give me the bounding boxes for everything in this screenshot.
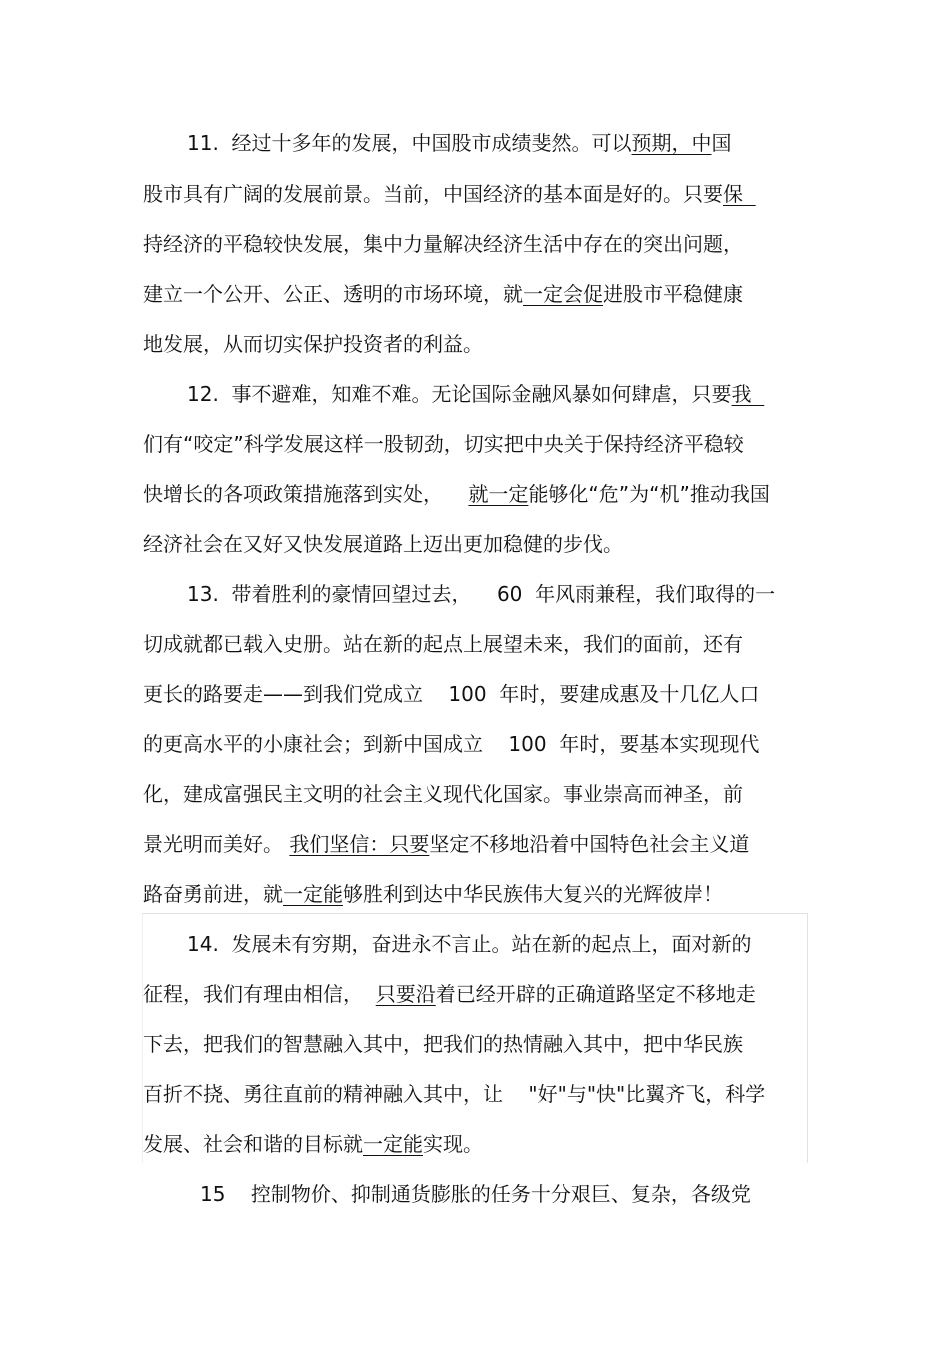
p11-line-2: 股市具有广阔的发展前景。当前，中国经济的基本面是好的。只要保 xyxy=(143,182,756,206)
p13-line-7: 路奋勇前进，就一定能够胜利到达中华民族伟大复兴的光辉彼岸！ xyxy=(143,882,723,906)
p13-line-1: 13. 带着胜利的豪情回望过去， 60 年风雨兼程，我们取得的一 xyxy=(187,582,776,606)
p15-line-1: 15 控制物价、抑制通货膨胀的任务十分艰巨、复杂，各级党 xyxy=(200,1182,751,1206)
p12-line-1: 12. 事不避难，知难不难。无论国际金融风暴如何肆虐，只要我 xyxy=(187,382,765,406)
p14-line-5: 发展、社会和谐的目标就一定能实现。 xyxy=(143,1132,483,1156)
p14-line-1: 14. 发展未有穷期，奋进永不言止。站在新的起点上，面对新的 xyxy=(187,932,752,956)
p13-line-5: 化，建成富强民主文明的社会主义现代化国家。事业崇高而神圣，前 xyxy=(143,782,743,806)
p14-line-2: 征程，我们有理由相信， 只要沿着已经开辟的正确道路坚定不移地走 xyxy=(143,982,756,1006)
p11-line-5: 地发展，从而切实保护投资者的利益。 xyxy=(143,332,483,356)
p13-line-6: 景光明而美好。 我们坚信：只要坚定不移地沿着中国特色社会主义道 xyxy=(143,832,750,856)
p14-line-3: 下去，把我们的智慧融入其中，把我们的热情融入其中，把中华民族 xyxy=(143,1032,743,1056)
p12-line-2: 们有“咬定”科学发展这样一股韧劲，切实把中央关于保持经济平稳较 xyxy=(143,432,744,456)
p13-line-2: 切成就都已载入史册。站在新的起点上展望未来，我们的面前，还有 xyxy=(143,632,743,656)
p13-line-3: 更长的路要走——到我们党成立 100 年时，要建成惠及十几亿人口 xyxy=(143,682,760,706)
p11-line-3: 持经济的平稳较快发展，集中力量解决经济生活中存在的突出问题， xyxy=(143,232,743,256)
p13-line-4: 的更高水平的小康社会；到新中国成立 100 年时，要基本实现现代 xyxy=(143,732,760,756)
p11-line-1: 11. 经过十多年的发展，中国股市成绩斐然。可以预期，中国 xyxy=(187,131,732,155)
p12-line-4: 经济社会在又好又快发展道路上迈出更加稳健的步伐。 xyxy=(143,532,623,556)
p14-line-4: 百折不挠、勇往直前的精神融入其中，让 "好"与"快"比翼齐飞，科学 xyxy=(143,1082,766,1106)
p11-line-4: 建立一个公开、公正、透明的市场环境，就一定会促进股市平稳健康 xyxy=(143,282,743,306)
p12-line-3: 快增长的各项政策措施落到实处， 就一定能够化“危”为“机”推动我国 xyxy=(143,482,770,506)
